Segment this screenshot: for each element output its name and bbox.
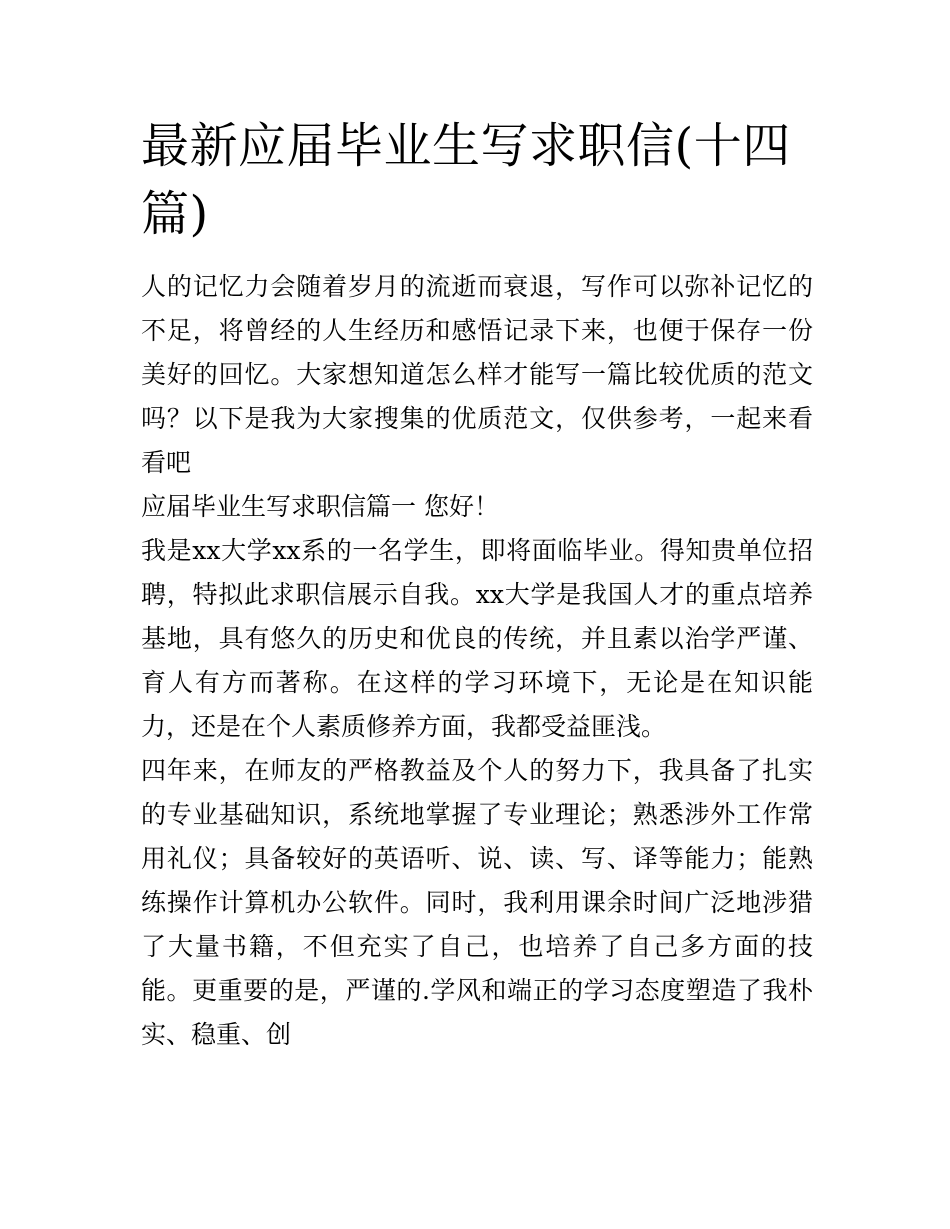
document-page bbox=[141, 112, 813, 1057]
skills-paragraph: 四年来，在师友的严格教益及个人的努力下，我具备了扎实的专业基础知识，系统地掌握了专业理论；熟悉涉外工作常用礼仪；具备较好的英语听、说、读、写、译等能力；能熟练操作计算机办公软件。同时，我利用课余时间广泛地涉猎了大量书籍，不但充实了自己，也培养了自己多方面的技能。更重要的是，严谨的.学风和端正的学习态度塑造了我朴实、稳重、创 bbox=[141, 756, 813, 1049]
letter-heading-paragraph: 应届毕业生写求职信篇一 您好！ bbox=[141, 492, 499, 521]
self-introduction-paragraph: 我是xx大学xx系的一名学生，即将面临毕业。得知贵单位招聘，特拟此求职信展示自我。xx大学是我国人才的重点培养基地，具有悠久的历史和优良的传统，并且素以治学严谨、育人有方而著称。在这样的学习环境下，无论是在知识能力，还是在个人素质修养方面，我都受益匪浅。 bbox=[141, 536, 813, 741]
intro-paragraph: 人的记忆力会随着岁月的流逝而衰退，写作可以弥补记忆的不足，将曾经的人生经历和感悟记录下来，也便于保存一份美好的回忆。大家想知道怎么样才能写一篇比较优质的范文吗？以下是我为大家搜集的优质范文，仅供参考，一起来看看吧 bbox=[141, 272, 813, 477]
document-title: 最新应届毕业生写求职信(十四篇) bbox=[141, 118, 791, 242]
